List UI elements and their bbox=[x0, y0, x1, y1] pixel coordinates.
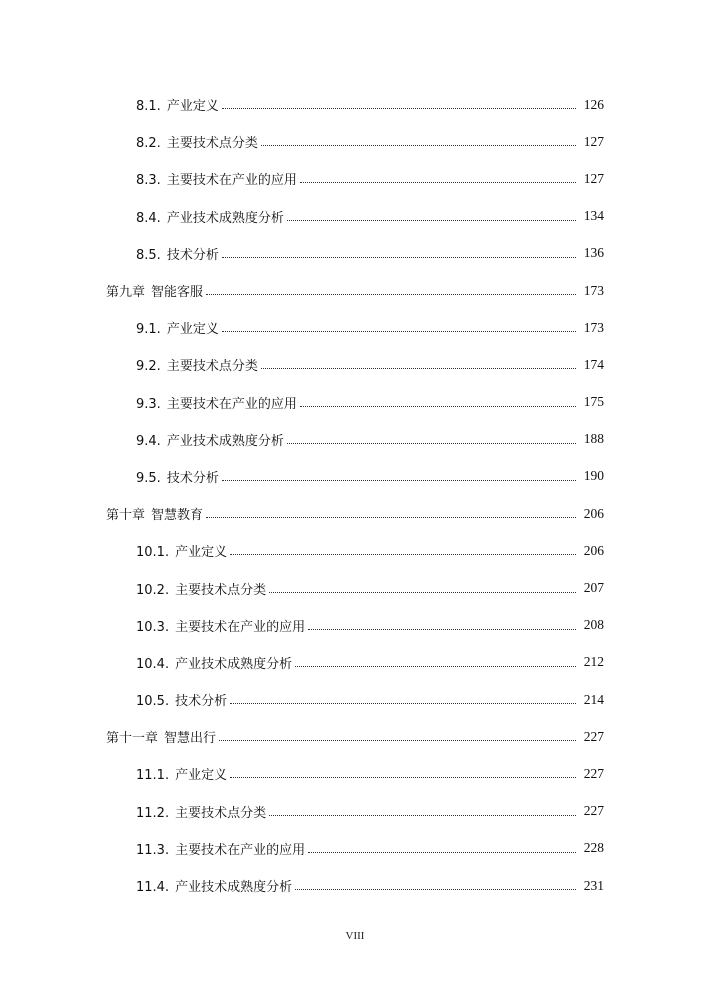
toc-chapter[interactable] bbox=[0, 272, 710, 309]
toc-entry-page: 228 bbox=[583, 840, 604, 856]
toc-entry-page: 136 bbox=[583, 245, 604, 261]
toc-entry-title: 主要技术在产业的应用 bbox=[175, 619, 306, 635]
toc-chapter-page: 173 bbox=[583, 282, 604, 298]
toc-entry-title: 主要技术点分类 bbox=[166, 359, 258, 375]
dot-leader bbox=[219, 740, 576, 741]
toc-entry[interactable] bbox=[0, 160, 710, 197]
toc-entry-page: 134 bbox=[583, 208, 604, 224]
toc-chapter-label bbox=[106, 281, 203, 300]
dot-leader bbox=[287, 443, 576, 444]
toc-entry-page: 127 bbox=[583, 133, 604, 149]
toc-entry-number: 10.1. bbox=[136, 545, 170, 561]
dot-leader bbox=[269, 592, 576, 593]
toc-entry-title: 产业定义 bbox=[175, 768, 228, 784]
toc-entry-label bbox=[136, 541, 227, 560]
toc-entry[interactable] bbox=[0, 235, 710, 272]
toc-entry-label bbox=[136, 95, 219, 114]
dot-leader bbox=[300, 182, 576, 183]
toc-entry-number: 10.2. bbox=[136, 582, 170, 598]
dot-leader bbox=[230, 554, 576, 555]
toc-entry-label bbox=[136, 467, 219, 486]
toc-entry-number: 8.3. bbox=[136, 173, 161, 189]
table-of-contents bbox=[0, 86, 710, 904]
toc-entry[interactable] bbox=[0, 309, 710, 346]
toc-entry-page: 231 bbox=[583, 877, 604, 893]
toc-entry-title: 产业定义 bbox=[175, 545, 228, 561]
toc-entry[interactable] bbox=[0, 384, 710, 421]
dot-leader bbox=[261, 368, 576, 369]
toc-entry-page: 127 bbox=[583, 170, 604, 186]
toc-entry-title: 主要技术点分类 bbox=[175, 582, 267, 598]
toc-chapter-label bbox=[106, 504, 203, 523]
toc-entry[interactable] bbox=[0, 569, 710, 606]
toc-entry[interactable] bbox=[0, 198, 710, 235]
toc-entry-label bbox=[136, 132, 258, 151]
dot-leader bbox=[206, 294, 576, 295]
toc-entry-page: 190 bbox=[583, 468, 604, 484]
toc-entry-title: 主要技术在产业的应用 bbox=[175, 842, 306, 858]
toc-entry-page: 126 bbox=[583, 96, 604, 112]
dot-leader bbox=[300, 406, 576, 407]
toc-entry-number: 8.5. bbox=[136, 247, 161, 263]
toc-entry[interactable] bbox=[0, 607, 710, 644]
dot-leader bbox=[308, 629, 576, 630]
toc-chapter-title: 智能客服 bbox=[151, 285, 204, 301]
dot-leader bbox=[230, 703, 576, 704]
toc-entry-number: 11.1. bbox=[136, 768, 170, 784]
page-footer-number: VIII bbox=[345, 930, 365, 942]
toc-chapter-title: 智慧出行 bbox=[164, 731, 217, 747]
toc-entry[interactable] bbox=[0, 421, 710, 458]
dot-leader bbox=[295, 889, 576, 890]
toc-entry-title: 产业定义 bbox=[166, 322, 219, 338]
dot-leader bbox=[222, 331, 576, 332]
toc-entry-label bbox=[136, 318, 219, 337]
toc-entry-label bbox=[136, 616, 305, 635]
toc-chapter[interactable] bbox=[0, 495, 710, 532]
toc-chapter-number: 第十一章 bbox=[106, 731, 159, 747]
toc-entry-label bbox=[136, 764, 227, 783]
toc-entry-title: 主要技术点分类 bbox=[166, 136, 258, 152]
toc-entry[interactable] bbox=[0, 123, 710, 160]
toc-entry[interactable] bbox=[0, 346, 710, 383]
toc-entry-label bbox=[136, 839, 305, 858]
toc-entry-number: 8.1. bbox=[136, 99, 161, 115]
dot-leader bbox=[222, 480, 576, 481]
toc-entry-title: 技术分析 bbox=[175, 694, 228, 710]
toc-entry-page: 206 bbox=[583, 542, 604, 558]
toc-entry[interactable] bbox=[0, 755, 710, 792]
dot-leader bbox=[261, 145, 576, 146]
toc-entry[interactable] bbox=[0, 532, 710, 569]
dot-leader bbox=[287, 220, 576, 221]
toc-entry[interactable] bbox=[0, 86, 710, 123]
toc-entry-label bbox=[136, 393, 297, 412]
toc-entry-number: 8.4. bbox=[136, 210, 161, 226]
toc-chapter[interactable] bbox=[0, 718, 710, 755]
toc-chapter-title: 智慧教育 bbox=[151, 508, 204, 524]
toc-entry[interactable] bbox=[0, 644, 710, 681]
toc-entry-label bbox=[136, 244, 219, 263]
toc-entry[interactable] bbox=[0, 830, 710, 867]
toc-entry-number: 10.5. bbox=[136, 694, 170, 710]
toc-entry-label bbox=[136, 876, 292, 895]
toc-entry[interactable] bbox=[0, 458, 710, 495]
toc-entry-number: 9.1. bbox=[136, 322, 161, 338]
toc-entry-page: 214 bbox=[583, 691, 604, 707]
toc-entry-page: 212 bbox=[583, 654, 604, 670]
toc-entry[interactable] bbox=[0, 793, 710, 830]
toc-entry-title: 主要技术点分类 bbox=[175, 805, 267, 821]
toc-entry-label bbox=[136, 802, 266, 821]
toc-entry-number: 8.2. bbox=[136, 136, 161, 152]
toc-entry-number: 9.5. bbox=[136, 470, 161, 486]
toc-entry-page: 175 bbox=[583, 394, 604, 410]
toc-entry[interactable] bbox=[0, 867, 710, 904]
toc-entry-number: 10.4. bbox=[136, 656, 170, 672]
toc-entry-label bbox=[136, 355, 258, 374]
toc-entry-title: 主要技术在产业的应用 bbox=[166, 396, 297, 412]
toc-entry-page: 188 bbox=[583, 431, 604, 447]
toc-entry[interactable] bbox=[0, 681, 710, 718]
toc-entry-label bbox=[136, 169, 297, 188]
toc-entry-number: 9.3. bbox=[136, 396, 161, 412]
toc-entry-number: 9.2. bbox=[136, 359, 161, 375]
toc-entry-title: 产业技术成熟度分析 bbox=[166, 210, 284, 226]
dot-leader bbox=[269, 815, 576, 816]
toc-entry-title: 产业定义 bbox=[166, 99, 219, 115]
toc-chapter-page: 227 bbox=[583, 728, 604, 744]
toc-entry-page: 173 bbox=[583, 319, 604, 335]
toc-entry-title: 主要技术在产业的应用 bbox=[166, 173, 297, 189]
toc-entry-label bbox=[136, 690, 227, 709]
toc-entry-title: 产业技术成熟度分析 bbox=[175, 656, 293, 672]
toc-entry-label bbox=[136, 653, 292, 672]
toc-entry-number: 11.2. bbox=[136, 805, 170, 821]
toc-entry-page: 227 bbox=[583, 765, 604, 781]
toc-entry-title: 产业技术成熟度分析 bbox=[166, 433, 284, 449]
dot-leader bbox=[222, 108, 576, 109]
dot-leader bbox=[206, 517, 576, 518]
dot-leader bbox=[222, 257, 576, 258]
toc-entry-label bbox=[136, 207, 284, 226]
toc-entry-number: 11.3. bbox=[136, 842, 170, 858]
toc-entry-page: 174 bbox=[583, 356, 604, 372]
toc-entry-page: 208 bbox=[583, 617, 604, 633]
toc-entry-number: 9.4. bbox=[136, 433, 161, 449]
toc-entry-title: 产业技术成熟度分析 bbox=[175, 880, 293, 896]
toc-chapter-label bbox=[106, 727, 216, 746]
dot-leader bbox=[308, 852, 576, 853]
toc-entry-page: 227 bbox=[583, 803, 604, 819]
toc-entry-title: 技术分析 bbox=[166, 470, 219, 486]
toc-entry-number: 11.4. bbox=[136, 880, 170, 896]
toc-entry-label bbox=[136, 430, 284, 449]
dot-leader bbox=[230, 777, 576, 778]
toc-entry-page: 207 bbox=[583, 580, 604, 596]
toc-chapter-page: 206 bbox=[583, 505, 604, 521]
toc-entry-number: 10.3. bbox=[136, 619, 170, 635]
toc-entry-label bbox=[136, 579, 266, 598]
dot-leader bbox=[295, 666, 576, 667]
toc-chapter-number: 第九章 bbox=[106, 285, 146, 301]
toc-chapter-number: 第十章 bbox=[106, 508, 146, 524]
toc-entry-title: 技术分析 bbox=[166, 247, 219, 263]
